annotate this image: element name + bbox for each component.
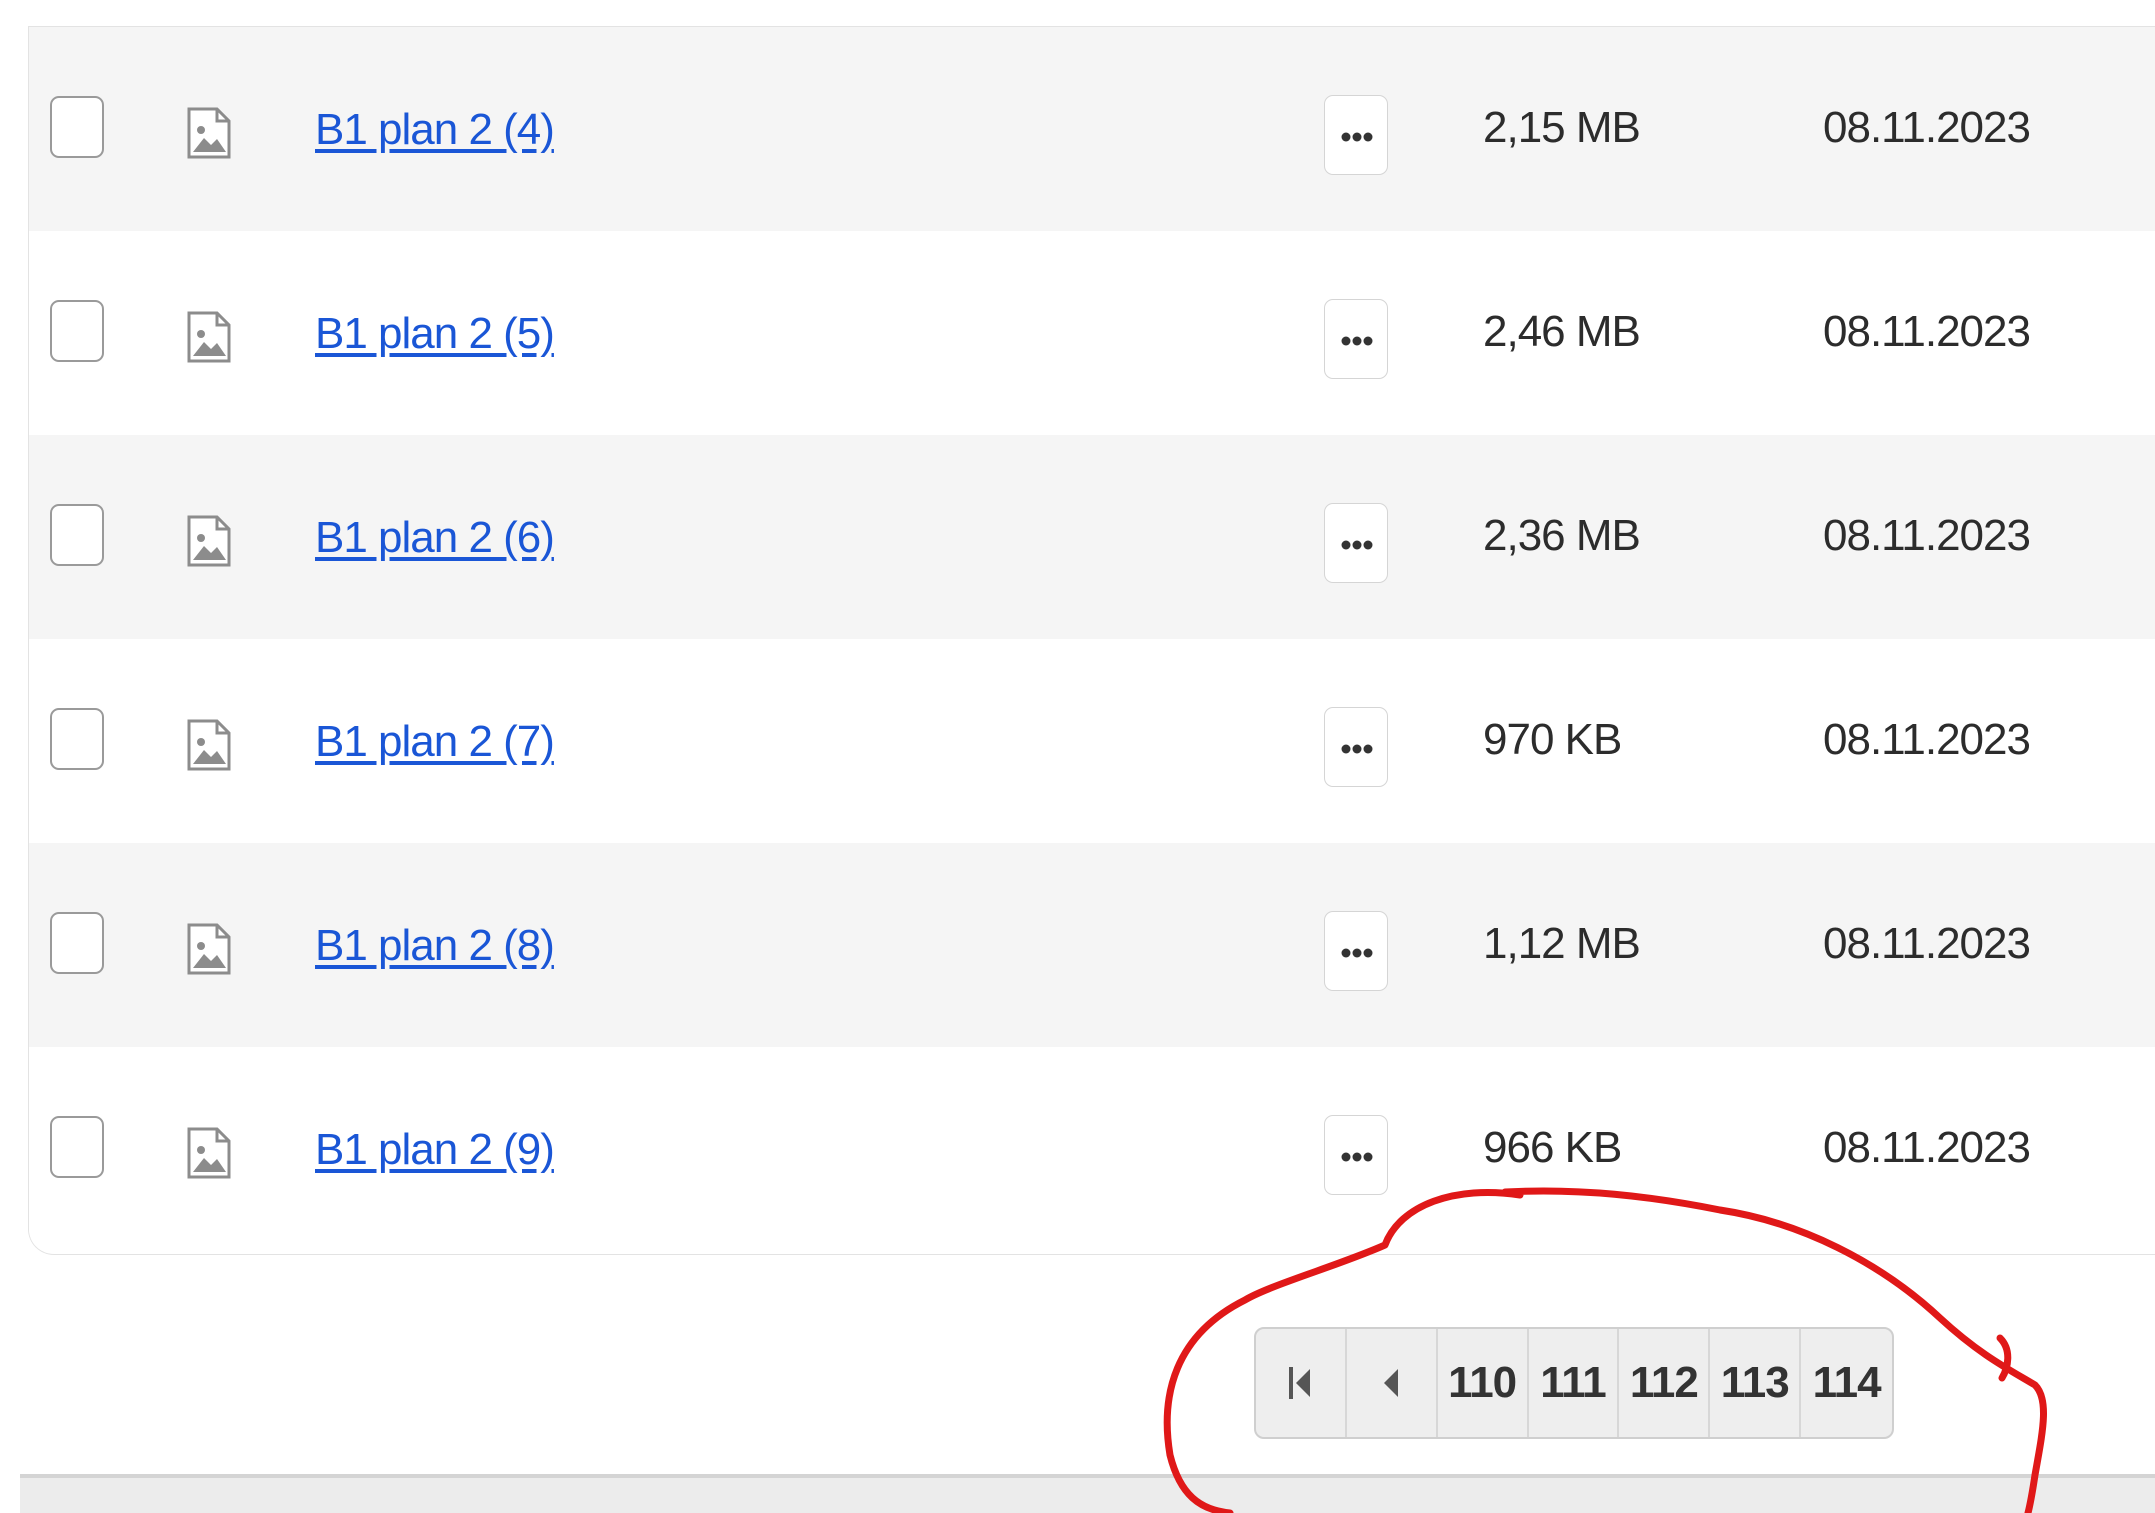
footer-bar xyxy=(20,1474,2155,1513)
file-size: 966 KB xyxy=(1483,1123,1622,1172)
file-size: 970 KB xyxy=(1483,715,1622,764)
more-options-button[interactable] xyxy=(1324,299,1388,379)
file-date: 08.11.2023 xyxy=(1823,511,2030,560)
image-file-icon xyxy=(186,107,232,159)
table-row xyxy=(29,1047,2155,1251)
file-size: 2,15 MB xyxy=(1483,103,1640,152)
more-options-icon xyxy=(1341,948,1373,958)
table-row xyxy=(29,27,2155,231)
table-row xyxy=(29,843,2155,1047)
more-options-button[interactable] xyxy=(1324,503,1388,583)
file-date: 08.11.2023 xyxy=(1823,1123,2030,1172)
row-checkbox[interactable] xyxy=(50,912,104,974)
page-111-button[interactable]: 111 xyxy=(1529,1329,1620,1437)
more-options-icon xyxy=(1341,540,1373,550)
file-date: 08.11.2023 xyxy=(1823,919,2030,968)
more-options-button[interactable] xyxy=(1324,1115,1388,1195)
row-checkbox[interactable] xyxy=(50,708,104,770)
file-table xyxy=(28,26,2155,1255)
more-options-button[interactable] xyxy=(1324,911,1388,991)
file-size: 2,36 MB xyxy=(1483,511,1640,560)
more-options-icon xyxy=(1341,1152,1373,1162)
row-checkbox[interactable] xyxy=(50,504,104,566)
file-date: 08.11.2023 xyxy=(1823,103,2030,152)
more-options-icon xyxy=(1341,336,1373,346)
file-date: 08.11.2023 xyxy=(1823,307,2030,356)
previous-page-button[interactable] xyxy=(1347,1329,1438,1437)
page-110-button[interactable]: 110 xyxy=(1438,1329,1529,1437)
file-date: 08.11.2023 xyxy=(1823,715,2030,764)
table-row xyxy=(29,639,2155,843)
more-options-icon xyxy=(1341,744,1373,754)
row-checkbox[interactable] xyxy=(50,96,104,158)
file-size: 2,46 MB xyxy=(1483,307,1640,356)
file-name-link[interactable]: B1 plan 2 (9) xyxy=(315,1125,554,1174)
page-114-button[interactable]: 114 xyxy=(1812,1358,1881,1407)
row-checkbox[interactable] xyxy=(50,1116,104,1178)
first-page-button[interactable] xyxy=(1256,1329,1347,1437)
image-file-icon xyxy=(186,923,232,975)
more-options-button[interactable] xyxy=(1324,95,1388,175)
row-checkbox[interactable] xyxy=(50,300,104,362)
image-file-icon xyxy=(186,515,232,567)
more-options-icon xyxy=(1341,132,1373,142)
page-112-button[interactable]: 112 xyxy=(1619,1329,1710,1437)
pagination xyxy=(1254,1327,1894,1439)
image-file-icon xyxy=(186,1127,232,1179)
file-name-link[interactable]: B1 plan 2 (4) xyxy=(315,105,554,154)
image-file-icon xyxy=(186,311,232,363)
file-name-link[interactable]: B1 plan 2 (7) xyxy=(315,717,554,766)
table-row xyxy=(29,231,2155,435)
file-name-link[interactable]: B1 plan 2 (5) xyxy=(315,309,554,358)
table-row xyxy=(29,435,2155,639)
more-options-button[interactable] xyxy=(1324,707,1388,787)
file-name-link[interactable]: B1 plan 2 (6) xyxy=(315,513,554,562)
file-name-link[interactable]: B1 plan 2 (8) xyxy=(315,921,554,970)
first-page-icon xyxy=(1286,1363,1314,1403)
file-size: 1,12 MB xyxy=(1483,919,1640,968)
previous-page-icon xyxy=(1380,1363,1402,1403)
image-file-icon xyxy=(186,719,232,771)
page-113-button[interactable]: 113 xyxy=(1710,1329,1801,1437)
